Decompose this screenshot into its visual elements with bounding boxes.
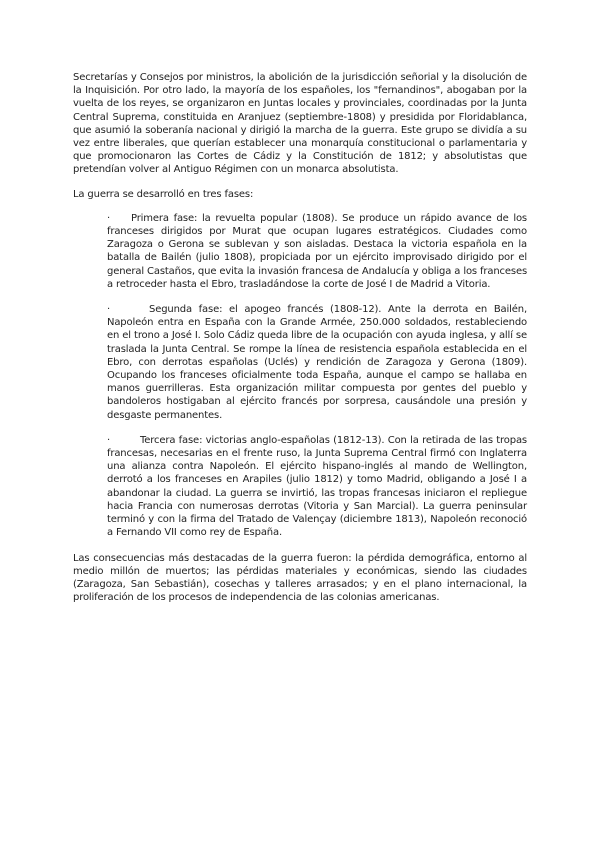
phase-text: Primera fase: la revuelta popular (1808). Se produce un rápido avance de los franceses dirigidos por Murat que ocupan lugares estratégicos. Ciudades como Zaragoza o Gerona se sublevan y son aisladas. Destaca la victoria española en la batalla de Bailén (julio 1808), propiciada por un ejército improvisado dirigido por el general Castaños, que evita la invasión francesa de Andalucía y obliga a los franceses a retroceder hasta el Ebro, trasladándose la corte de José I de Madrid a Vitoria. <box>107 212 527 290</box>
intro-paragraph: Secretarías y Consejos por ministros, la abolición de la jurisdicción señorial y la disolución de la Inquisición. Por otro lado, la mayoría de los españoles, los "fernandinos", abogaban por la vuelta de los reyes, se organizaron en Juntas locales y provinciales, coordinadas por la Junta Central Suprema, constituida en Aranjuez (septiembre-1808) y presidida por Floridablanca, que asumió la soberanía nacional y dirigió la marcha de la guerra. Este grupo se dividía a su vez entre liberales, que querían establecer una monarquía constitucional o parlamentaria y que promocionaron las Cortes de Cádiz y la Constitución de 1812; y absolutistas que pretendían volver al Antiguo Régimen con un monarca absolutista. <box>73 72 527 176</box>
phase-item <box>73 303 527 422</box>
bullet-marker: · <box>107 434 111 446</box>
closing-paragraph: Las consecuencias más destacadas de la guerra fueron: la pérdida demográfica, entorno al medio millón de muertos; las pérdidas materiales y económicas, siendo las ciudades (Zaragoza, San Sebastián), cosechas y talleres arrasados; y en el plano internacional, la proliferación de los procesos de independencia de las colonias americanas. <box>73 552 527 604</box>
phases-heading: La guerra se desarrolló en tres fases: <box>73 188 254 200</box>
phase-text: Segunda fase: el apogeo francés (1808-12). Ante la derrota en Bailén, Napoleón entra en España con la Grande Armée, 250.000 soldados, restableciendo en el trono a José I. Solo Cádiz queda libre de la ocupación con ayuda inglesa, y allí se traslada la Junta Central. Se rompe la línea de resistencia española establecida en el Ebro, con derrotas españolas (Uclés) y rendición de Zaragoza y Gerona (1809). Ocupando los franceses oficialmente toda España, aunque el campo se hallaba en manos guerrilleras. Esta organización militar compuesta por gentes del pueblo y bandoleros hostigaban al ejército francés por sorpresa, causándole una presión y desgaste permanentes. <box>107 304 527 421</box>
phase-item <box>73 434 527 540</box>
bullet-marker: · <box>107 212 111 224</box>
document-page <box>73 71 527 604</box>
bullet-marker: · <box>107 304 111 316</box>
phase-item <box>73 212 527 291</box>
phase-text: Tercera fase: victorias anglo-españolas (1812-13). Con la retirada de las tropas francesas, necesarias en el frente ruso, la Junta Suprema Central firmó con Inglaterra una alianza contra Napoleón. El ejército hispano-inglés al mando de Wellington, derrotó a los franceses en Arapiles (julio 1812) y tomo Madrid, obligando a José I a abandonar la ciudad. La guerra se invirtió, las tropas francesas iniciaron el repliegue hacia Francia con numerosas derrotas (Vitoria y San Marcial). La guerra peninsular terminó y con la firma del Tratado de Valençay (diciembre 1813), Napoleón reconoció a Fernando VII como rey de España. <box>107 434 527 539</box>
